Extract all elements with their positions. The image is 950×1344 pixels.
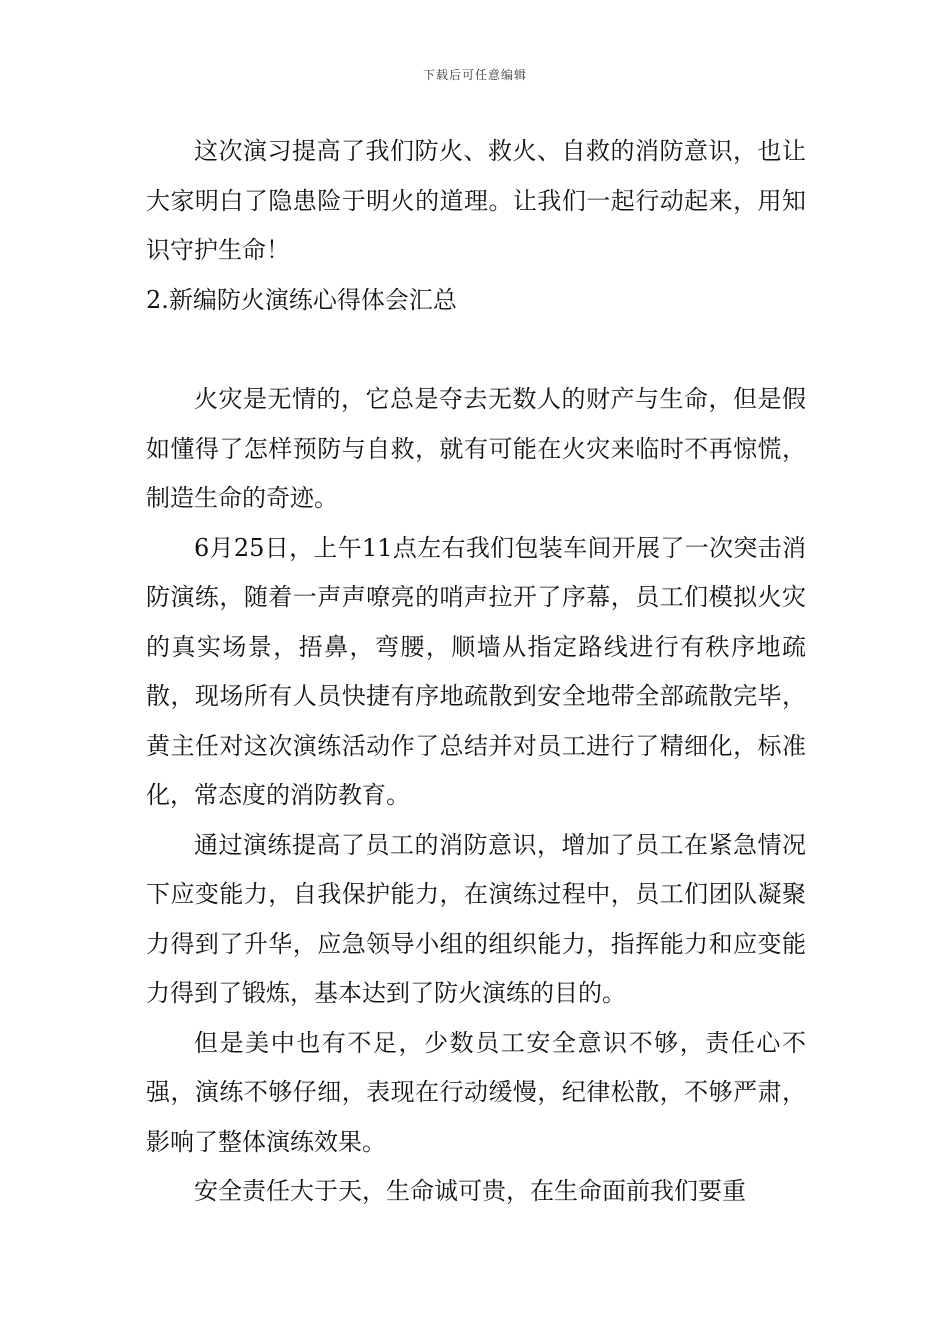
paragraph-4: 通过演练提高了员工的消防意识，增加了员工在紧急情况下应变能力，自我保护能力，在演练过程中，员工们团队凝聚力得到了升华，应急领导小组的组织能力，指挥能力和应变能力得到了锻炼，基本达到了防火演练的目的。 <box>146 830 806 1007</box>
header-note: 下载后可任意编辑 <box>422 68 527 82</box>
section-heading: 2.新编防火演练心得体会汇总 <box>146 285 457 314</box>
paragraph-6: 安全责任大于天，生命诚可贵，在生命面前我们要重 <box>194 1177 746 1205</box>
blank-line <box>146 325 806 375</box>
paragraph-2: 火灾是无情的，它总是夺去无数人的财产与生命，但是假如懂得了怎样预防与自救，就有可能在火灾来临时不再惊慌，制造生命的奇迹。 <box>146 385 806 512</box>
paragraph-5: 但是美中也有不足，少数员工安全意识不够，责任心不强，演练不够仔细，表现在行动缓慢，纪律松散，不够严肃，影响了整体演练效果。 <box>146 1028 806 1156</box>
document-body <box>146 127 806 1217</box>
paragraph-1: 这次演习提高了我们防火、救火、自救的消防意识，也让大家明白了隐患险于明火的道理。让我们一起行动起来，用知识守护生命！ <box>146 137 806 264</box>
paragraph-3: 6月25日，上午11点左右我们包装车间开展了一次突击消防演练，随着一声声嘹亮的哨声拉开了序幕，员工们模拟火灾的真实场景，捂鼻，弯腰，顺墙从指定路线进行有秩序地疏散，现场所有人员快捷有序地疏散到安全地带全部疏散完毕，黄主任对这次演练活动作了总结并对员工进行了精细化，标准化，常态度的消防教育。 <box>146 533 806 809</box>
